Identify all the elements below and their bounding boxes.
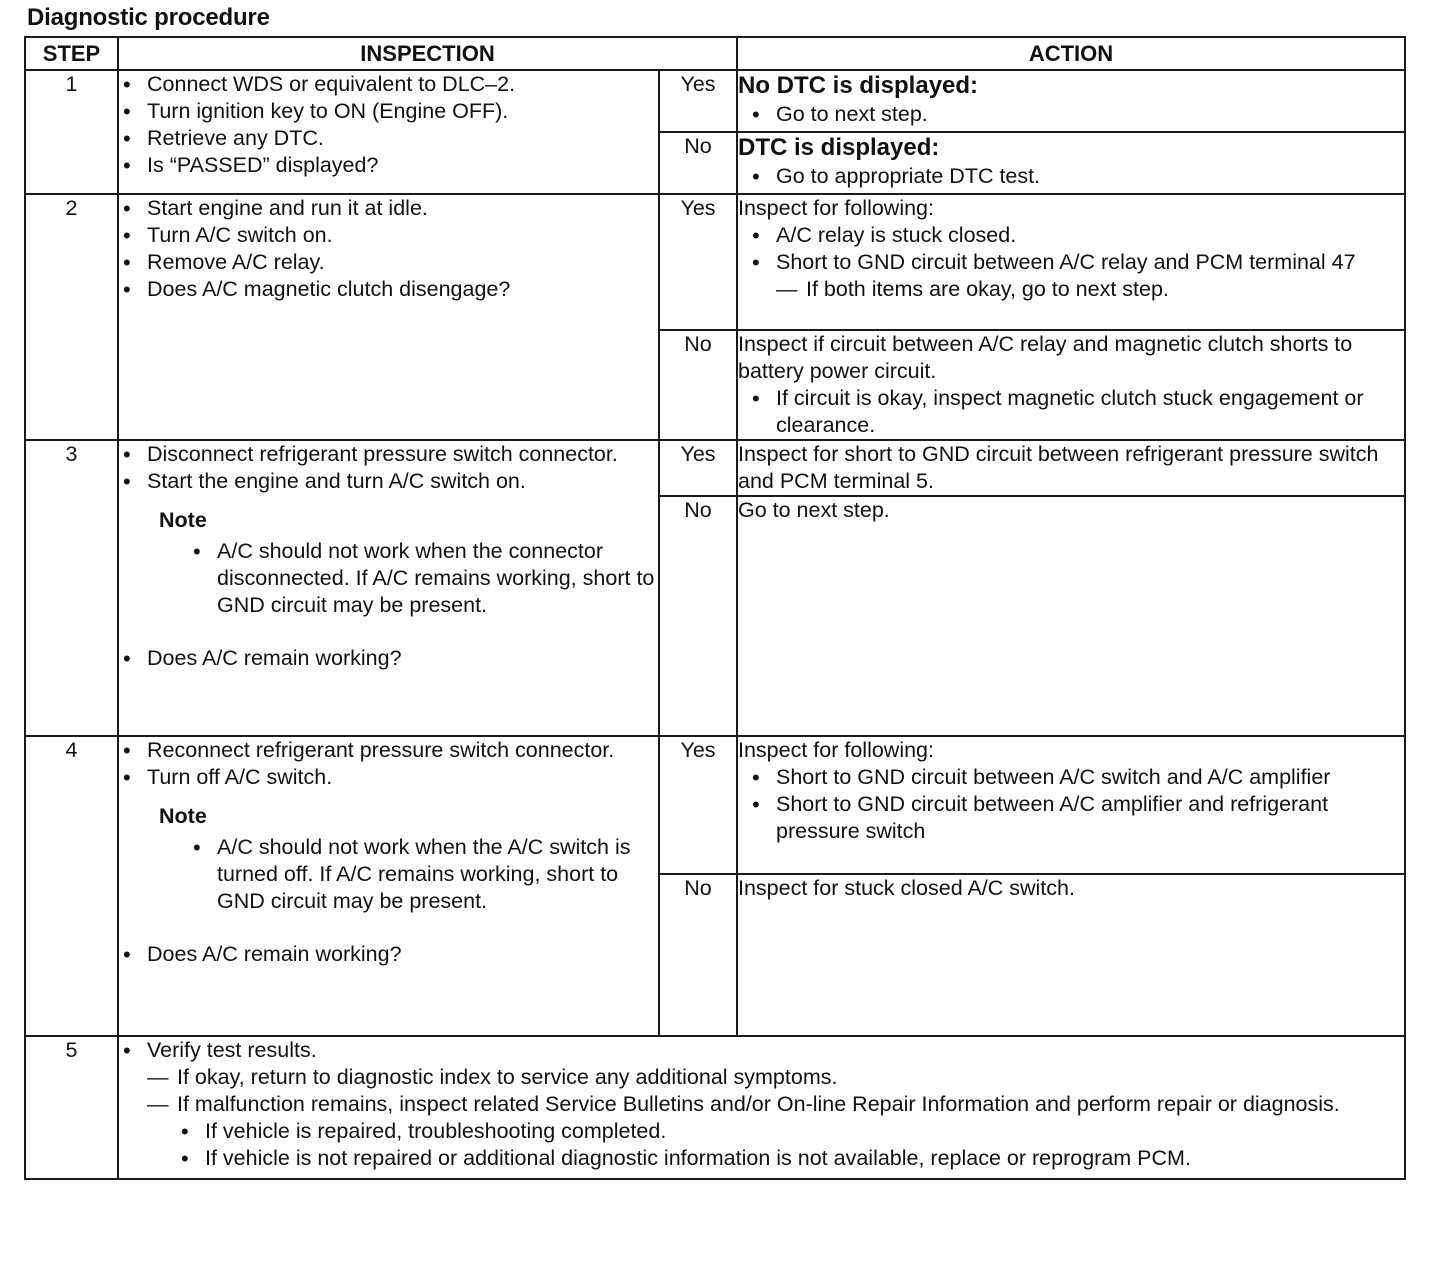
step-number: 5 xyxy=(25,1036,118,1179)
action-intro: Inspect for following: xyxy=(738,196,934,220)
inspection-item: • Turn A/C switch on. xyxy=(119,222,658,249)
table-row xyxy=(25,70,1405,132)
inspection-cell xyxy=(118,194,659,440)
inspection-cell xyxy=(118,70,659,194)
header-action: ACTION xyxy=(737,37,1405,70)
action-intro: Inspect for following: xyxy=(738,738,934,762)
yes-label: Yes xyxy=(659,194,737,330)
action-item: • If circuit is okay, inspect magnetic clutch stuck engagement or clearance. xyxy=(748,385,1404,439)
yes-label: Yes xyxy=(659,736,737,874)
no-action xyxy=(737,330,1405,440)
yes-action xyxy=(737,736,1405,874)
note-title: Note xyxy=(159,508,207,532)
action-item: • Short to GND circuit between A/C switch and A/C amplifier xyxy=(748,764,1404,791)
no-label: No xyxy=(659,132,737,194)
yes-label: Yes xyxy=(659,440,737,496)
no-action xyxy=(737,132,1405,194)
step-number: 1 xyxy=(25,70,118,194)
no-label: No xyxy=(659,330,737,440)
inspection-item: • Start the engine and turn A/C switch on. xyxy=(119,468,658,495)
inspection-item: • Connect WDS or equivalent to DLC–2. xyxy=(119,71,658,98)
sub-item: • If vehicle is not repaired or additional diagnostic information is not available, replace or reprogram PCM. xyxy=(177,1145,1404,1172)
yes-label: Yes xyxy=(659,70,737,132)
inspection-cell xyxy=(118,736,659,1036)
table-row xyxy=(25,736,1405,874)
inspection-cell xyxy=(118,1036,1405,1179)
inspection-question: • Does A/C remain working? xyxy=(119,941,658,968)
table-row xyxy=(25,440,1405,496)
inspection-question: • Does A/C remain working? xyxy=(119,645,658,672)
header-row xyxy=(25,37,1405,70)
yes-action: Inspect for short to GND circuit between refrigerant pressure switch and PCM terminal 5. xyxy=(737,440,1405,496)
step-number: 2 xyxy=(25,194,118,440)
header-inspection: INSPECTION xyxy=(118,37,737,70)
dash-item: — If okay, return to diagnostic index to service any additional symptoms. xyxy=(119,1064,1404,1091)
note-item: • A/C should not work when the connector disconnected. If A/C remains working, short to GND circuit may be present. xyxy=(189,538,658,619)
no-label: No xyxy=(659,874,737,1036)
dash-item: — If malfunction remains, inspect related Service Bulletins and/or On-line Repair Information and perform repair or diagnosis. xyxy=(119,1091,1404,1118)
note-item: • A/C should not work when the A/C switch is turned off. If A/C remains working, short to GND circuit may be present. xyxy=(189,834,658,915)
action-intro: Inspect if circuit between A/C relay and magnetic clutch shorts to battery power circuit. xyxy=(738,332,1353,383)
table-row xyxy=(25,1036,1405,1179)
yes-action xyxy=(737,194,1405,330)
inspection-item: • Is “PASSED” displayed? xyxy=(119,152,658,179)
step-number: 4 xyxy=(25,736,118,1036)
inspection-cell xyxy=(118,440,659,736)
action-heading: DTC is displayed: xyxy=(738,134,940,161)
diagnostic-procedure-table xyxy=(24,36,1406,1180)
action-item: • Short to GND circuit between A/C amplifier and refrigerant pressure switch xyxy=(748,791,1404,845)
inspection-item: • Retrieve any DTC. xyxy=(119,125,658,152)
action-dash-item: — If both items are okay, go to next step. xyxy=(776,276,1404,303)
inspection-item: • Reconnect refrigerant pressure switch connector. xyxy=(119,737,658,764)
sub-item: • If vehicle is repaired, troubleshooting completed. xyxy=(177,1118,1404,1145)
no-action: Inspect for stuck closed A/C switch. xyxy=(737,874,1405,1036)
action-item: • Short to GND circuit between A/C relay and PCM terminal 47 xyxy=(748,249,1404,276)
inspection-item: • Remove A/C relay. xyxy=(119,249,658,276)
page-title: Diagnostic procedure xyxy=(27,4,270,31)
action-heading: No DTC is displayed: xyxy=(738,72,979,99)
action-item: • A/C relay is stuck closed. xyxy=(748,222,1404,249)
inspection-item: • Turn off A/C switch. xyxy=(119,764,658,791)
action-item: • Go to appropriate DTC test. xyxy=(748,163,1404,190)
inspection-item: • Start engine and run it at idle. xyxy=(119,195,658,222)
yes-action xyxy=(737,70,1405,132)
action-item: • Go to next step. xyxy=(748,101,1404,128)
step-number: 3 xyxy=(25,440,118,736)
no-label: No xyxy=(659,496,737,736)
inspection-item: • Verify test results. xyxy=(119,1037,1404,1064)
no-action: Go to next step. xyxy=(737,496,1405,736)
header-step: STEP xyxy=(25,37,118,70)
table-row xyxy=(25,194,1405,330)
inspection-item: • Disconnect refrigerant pressure switch connector. xyxy=(119,441,658,468)
inspection-item: • Turn ignition key to ON (Engine OFF). xyxy=(119,98,658,125)
note-title: Note xyxy=(159,804,207,828)
inspection-item: • Does A/C magnetic clutch disengage? xyxy=(119,276,658,303)
